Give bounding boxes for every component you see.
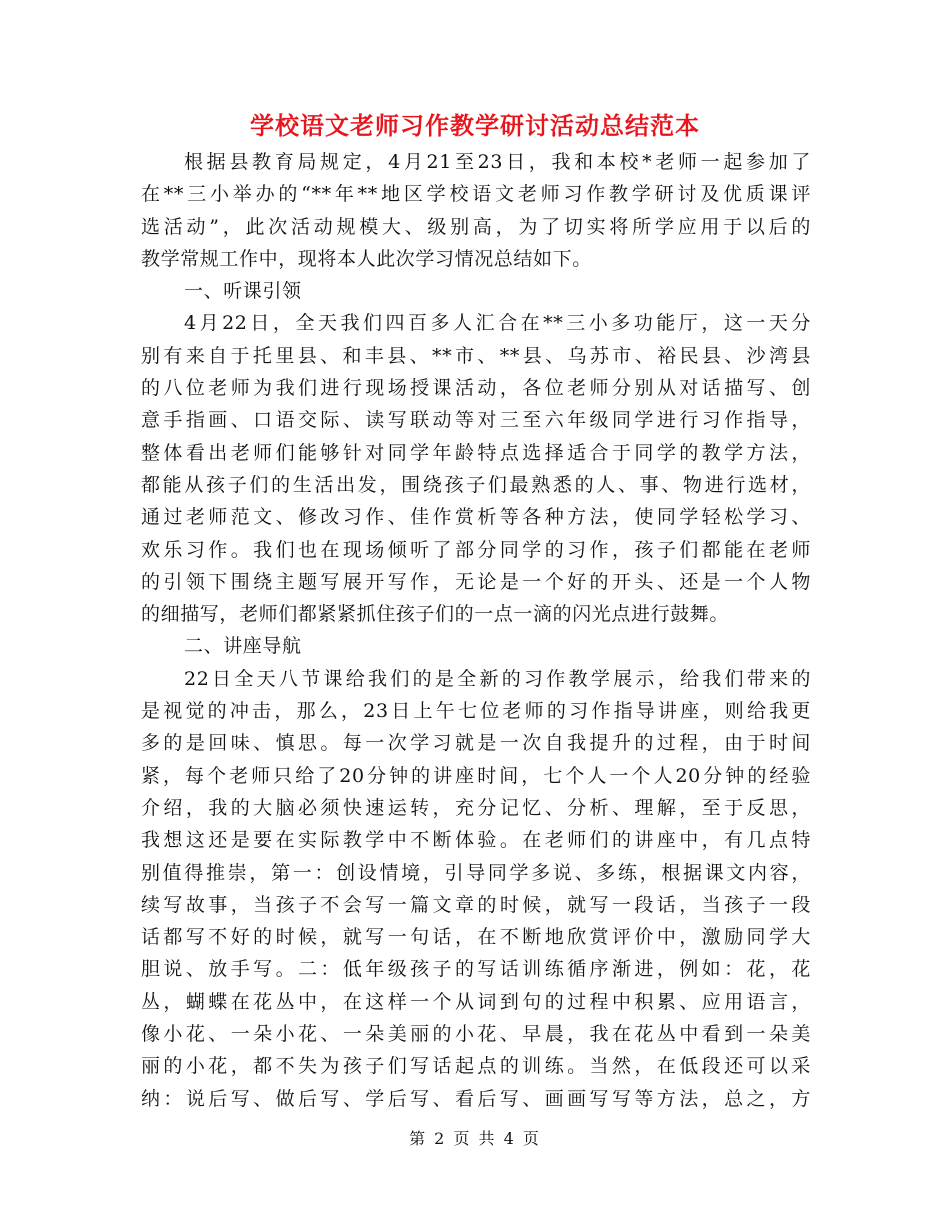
text-line: 胆说、放手写。二：低年级孩子的写话训练循序渐进，例如：花，花 bbox=[141, 958, 811, 981]
text-line: 的引领下围绕主题写展开写作，无论是一个好的开头、还是一个人物 bbox=[141, 570, 811, 593]
text-line: 在**三小举办的“**年**地区学校语文老师习作教学研讨及优质课评 bbox=[141, 183, 811, 206]
text-line: 别值得推崇，第一：创设情境，引导同学多说、多练，根据课文内容， bbox=[141, 861, 811, 884]
text-line: 是视觉的冲击，那么，23日上午七位老师的习作指导讲座，则给我更 bbox=[141, 700, 811, 723]
text-line: 紧，每个老师只给了20分钟的讲座时间，七个人一个人20分钟的经验 bbox=[141, 764, 811, 787]
text-line: 的八位老师为我们进行现场授课活动，各位老师分别从对话描写、创 bbox=[141, 377, 811, 400]
text-line: 根据县教育局规定，4月21至23日，我和本校*老师一起参加了 bbox=[184, 151, 811, 173]
text-line: 教学常规工作中，现将本人此次学习情况总结如下。 bbox=[141, 247, 592, 270]
text-line: 续写故事，当孩子不会写一篇文章的时候，就写一段话，当孩子一段 bbox=[141, 893, 811, 916]
text-line: 意手指画、口语交际、读写联动等对三至六年级同学进行习作指导， bbox=[141, 409, 811, 432]
text-line: 通过老师范文、修改习作、佳作赏析等各种方法，使同学轻松学习、 bbox=[141, 506, 811, 529]
text-line: 别有来自于托里县、和丰县、**市、**县、乌苏市、裕民县、沙湾县 bbox=[141, 344, 811, 367]
text-line: 介绍，我的大脑必须快速运转，充分记忆、分析、理解，至于反思， bbox=[141, 796, 811, 819]
text-line: 4月22日，全天我们四百多人汇合在**三小多功能厅，这一天分 bbox=[184, 312, 811, 335]
text-line: 话都写不好的时候，就写一句话，在不断地欣赏评价中，激励同学大 bbox=[141, 926, 811, 949]
text-line: 多的是回味、慎思。每一次学习就是一次自我提升的过程，由于时间 bbox=[141, 732, 811, 755]
text-line: 像小花、一朵小花、一朵美丽的小花、早晨，我在花丛中看到一朵美 bbox=[141, 1023, 811, 1046]
text-line: 欢乐习作。我们也在现场倾听了部分同学的习作，孩子们都能在老师 bbox=[141, 538, 811, 561]
text-line: 纳：说后写、做后写、学后写、看后写、画画写写等方法，总之，方 bbox=[141, 1087, 811, 1110]
text-line: 一、听课引领 bbox=[184, 280, 302, 303]
text-line: 我想这还是要在实际教学中不断体验。在老师们的讲座中，有几点特 bbox=[141, 829, 811, 852]
text-line: 丛，蝴蝶在花丛中，在这样一个从词到句的过程中积累、应用语言， bbox=[141, 990, 811, 1013]
text-line: 二、讲座导航 bbox=[184, 635, 302, 658]
text-line: 选活动”，此次活动规模大、级别高，为了切实将所学应用于以后的 bbox=[141, 215, 811, 238]
text-line: 丽的小花，都不失为孩子们写话起点的训练。当然，在低段还可以采 bbox=[141, 1055, 811, 1078]
document-body bbox=[141, 146, 811, 1115]
page-footer: 第 2 页 共 4 页 bbox=[409, 1129, 541, 1148]
document-title: 学校语文老师习作教学研讨活动总结范本 bbox=[250, 111, 700, 140]
text-line: 整体看出老师们能够针对同学年龄特点选择适合于同学的教学方法， bbox=[141, 441, 811, 464]
text-line: 都能从孩子们的生活出发，围绕孩子们最熟悉的人、事、物进行选材， bbox=[141, 473, 811, 496]
text-line: 的细描写，老师们都紧紧抓住孩子们的一点一滴的闪光点进行鼓舞。 bbox=[141, 603, 730, 626]
text-line: 22日全天八节课给我们的是全新的习作教学展示，给我们带来的 bbox=[184, 667, 811, 690]
